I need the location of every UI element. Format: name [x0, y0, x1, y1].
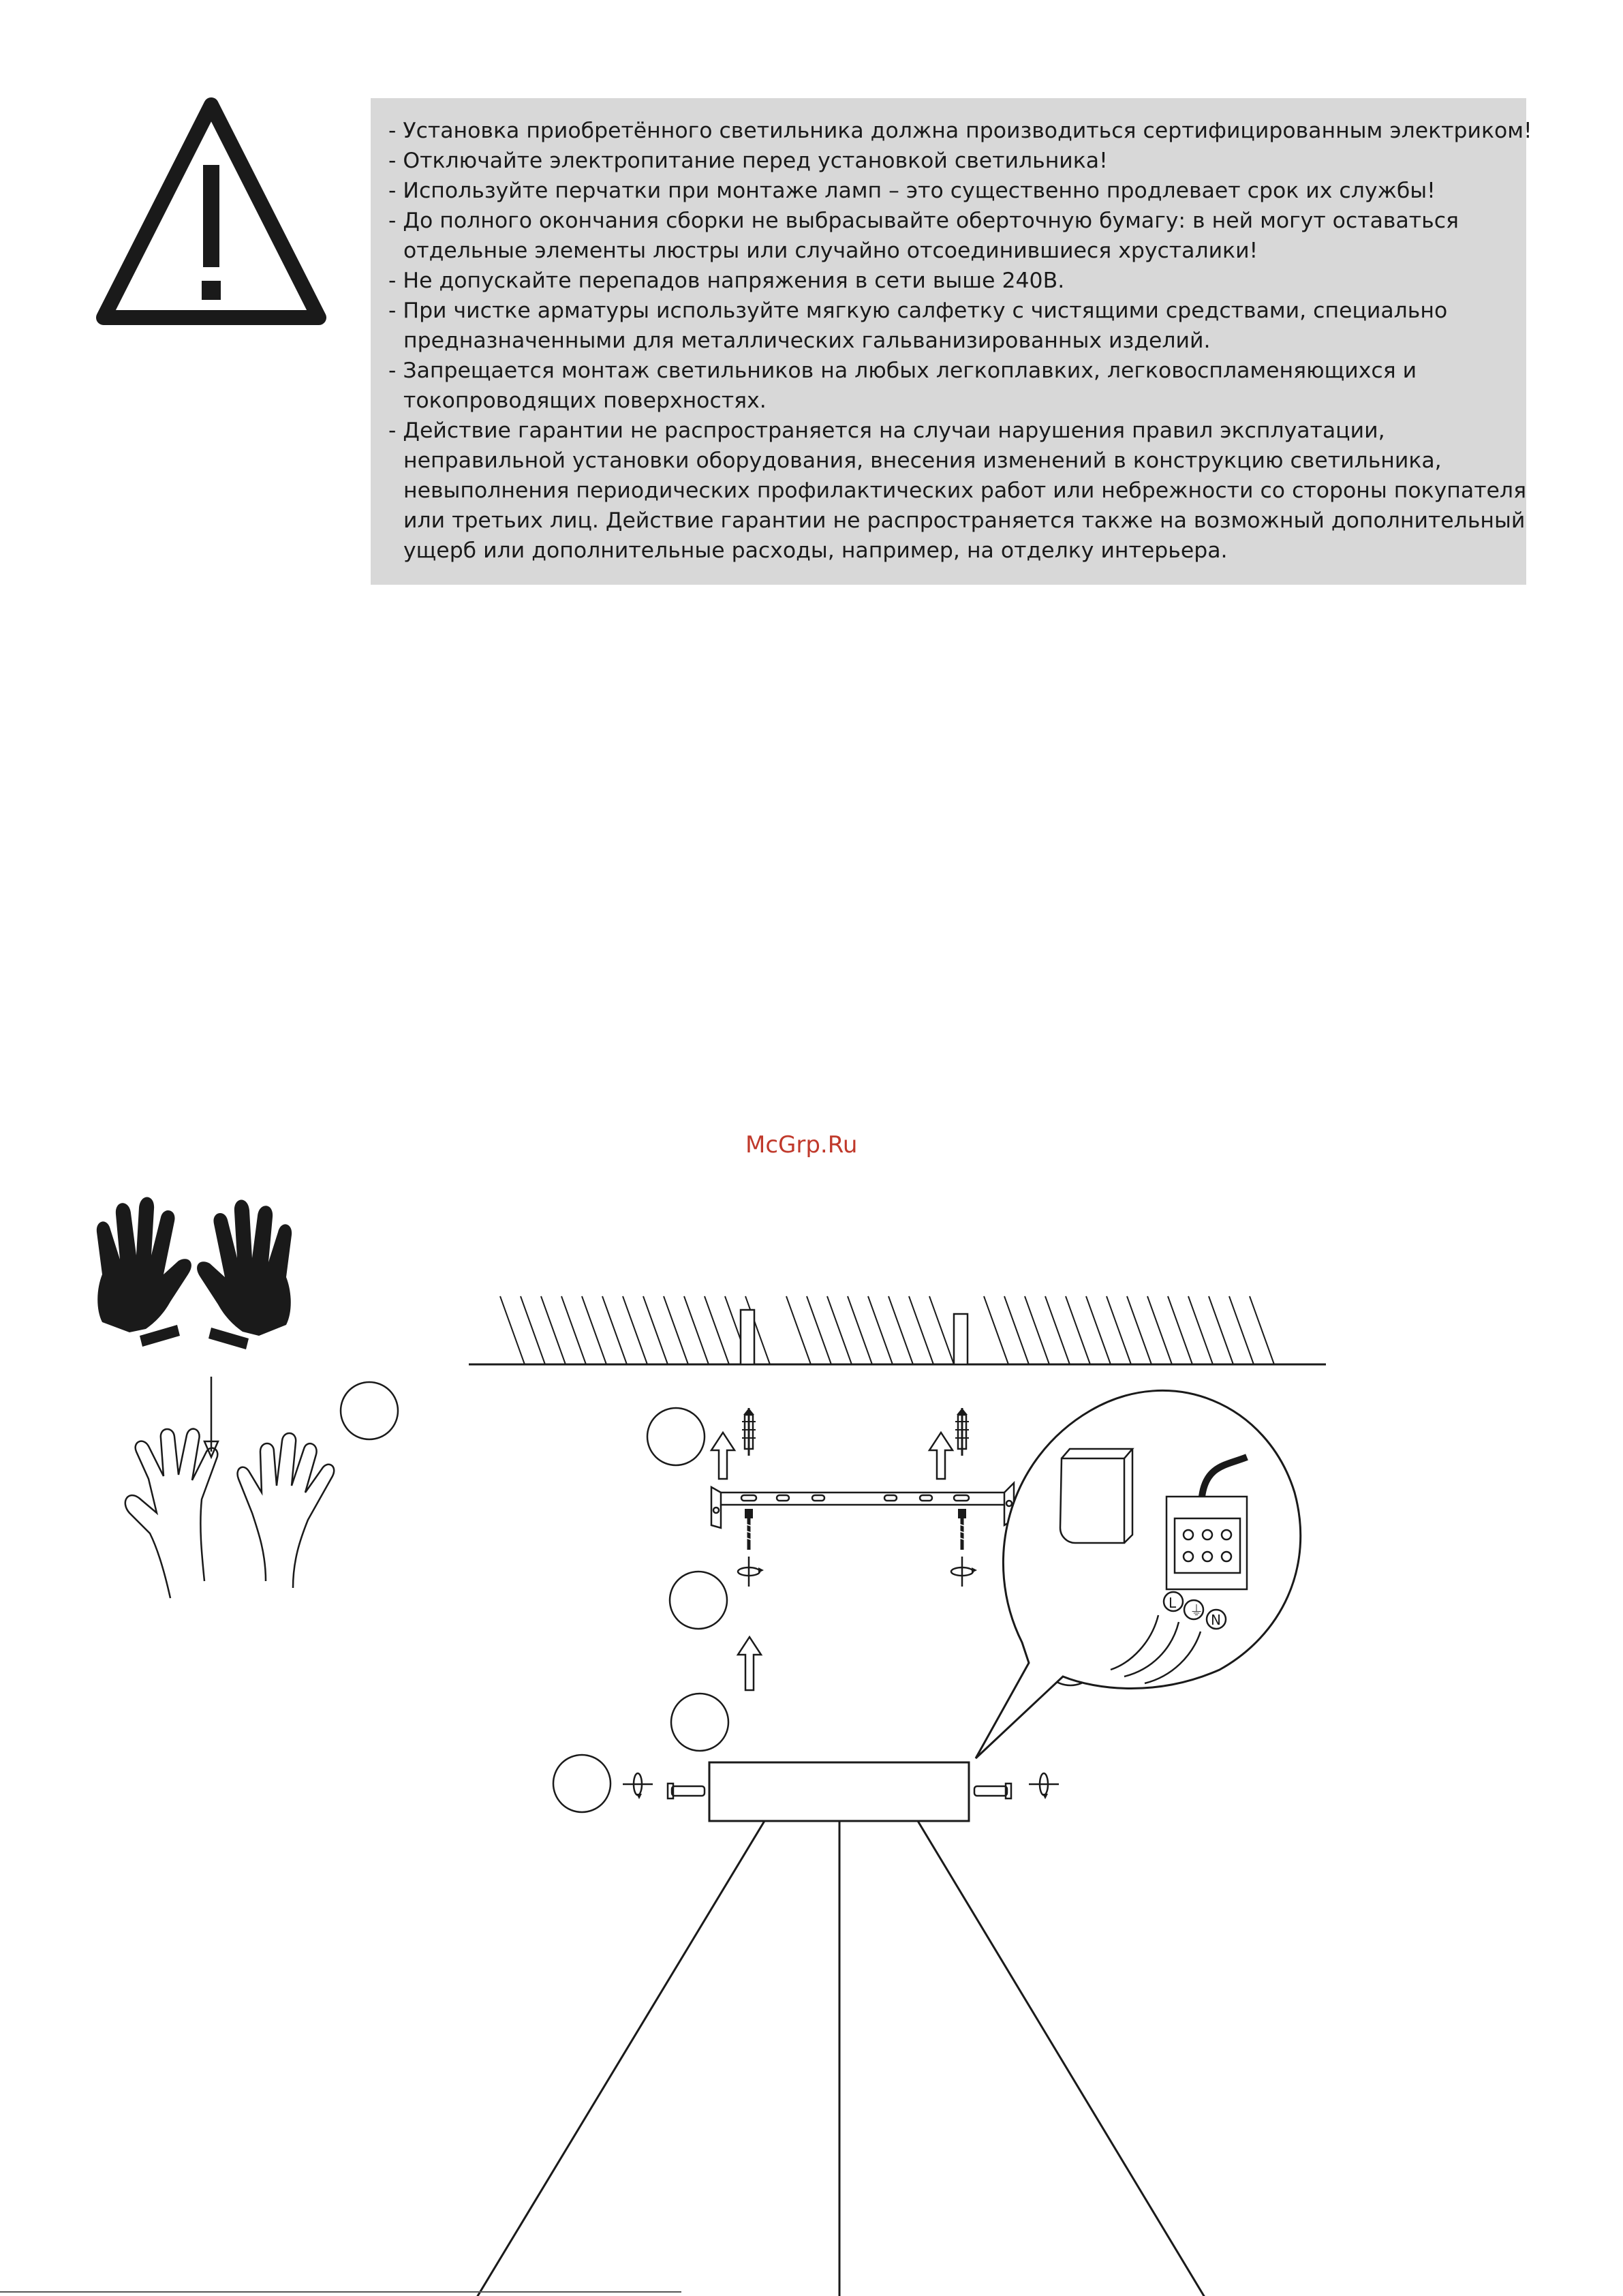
wire-live-label: L: [1169, 1595, 1177, 1611]
notice-item: [388, 146, 1510, 176]
side-screw-right: [974, 1784, 1011, 1798]
notice-line: - Установка приобретённого светильника должна производиться сертифицированным электриком!: [388, 119, 1532, 143]
notice-line: - При чистке арматуры используйте мягкую салфетку с чистящими средствами, специально: [388, 299, 1448, 323]
notice-item: [388, 416, 1527, 566]
wiring-callout: [976, 1390, 1301, 1758]
mounting-bracket: [711, 1483, 1014, 1528]
notice-line: - До полного окончания сборки не выбрасывайте оберточную бумагу: в ней могут оставаться: [388, 209, 1459, 233]
ceiling: [469, 1296, 1326, 1364]
notice-line: ущерб или дополнительные расходы, например, на отделку интерьера.: [403, 538, 1228, 563]
gloves-icon: [97, 1197, 292, 1349]
safety-notice: [371, 98, 1532, 585]
watermark: McGrp.Ru: [745, 1131, 858, 1159]
notice-line: - Используйте перчатки при монтаже ламп – это существенно продлевает срок их службы!: [388, 179, 1436, 203]
arrow-up-icon: [711, 1433, 953, 1690]
notice-line: - Действие гарантии не распространяется на случаи нарушения правил эксплуатации,: [388, 418, 1385, 443]
suspension-cables: [476, 1821, 1206, 2296]
notice-line: невыполнения периодических профилактических работ или небрежности со стороны покупателя: [403, 478, 1527, 503]
installation-diagram: [0, 600, 1623, 2296]
notice-item: [388, 356, 1510, 416]
notice-line: токопроводящих поверхностях.: [403, 388, 767, 413]
notice-line: - Запрещается монтаж светильников на любых легкоплавких, легковоспламеняющихся и: [388, 358, 1417, 383]
notice-line: предназначенными для металлических гальванизированных изделий.: [403, 328, 1211, 353]
notice-line: - Не допускайте перепадов напряжения в сети выше 240В.: [388, 269, 1065, 293]
notice-line: неправильной установки оборудования, внесения изменений в конструкцию светильника,: [403, 448, 1442, 473]
notice-item: [388, 206, 1510, 266]
notice-item: [388, 266, 1510, 296]
notice-line: или третьих лиц. Действие гарантии не распространяется также на возможный дополнительный: [403, 508, 1526, 533]
notice-item: [388, 176, 1510, 206]
notice-line: отдельные элементы люстры или случайно отсоединившиеся хрусталики!: [403, 239, 1258, 263]
side-screw-left: [668, 1784, 705, 1798]
canopy: [623, 1762, 1059, 1821]
footer-divider: [0, 2291, 681, 2293]
wire-neutral-label: N: [1211, 1612, 1221, 1628]
hands-icon: [125, 1429, 334, 1598]
notice-line: - Отключайте электропитание перед установкой светильника!: [388, 149, 1108, 173]
notice-list: [388, 116, 1532, 566]
warning-triangle-icon: [94, 95, 328, 327]
notice-item: [388, 116, 1532, 146]
arrow-down-icon: [204, 1377, 218, 1457]
notice-item: [388, 296, 1510, 356]
ground-symbol: ⏚: [1190, 1602, 1203, 1619]
